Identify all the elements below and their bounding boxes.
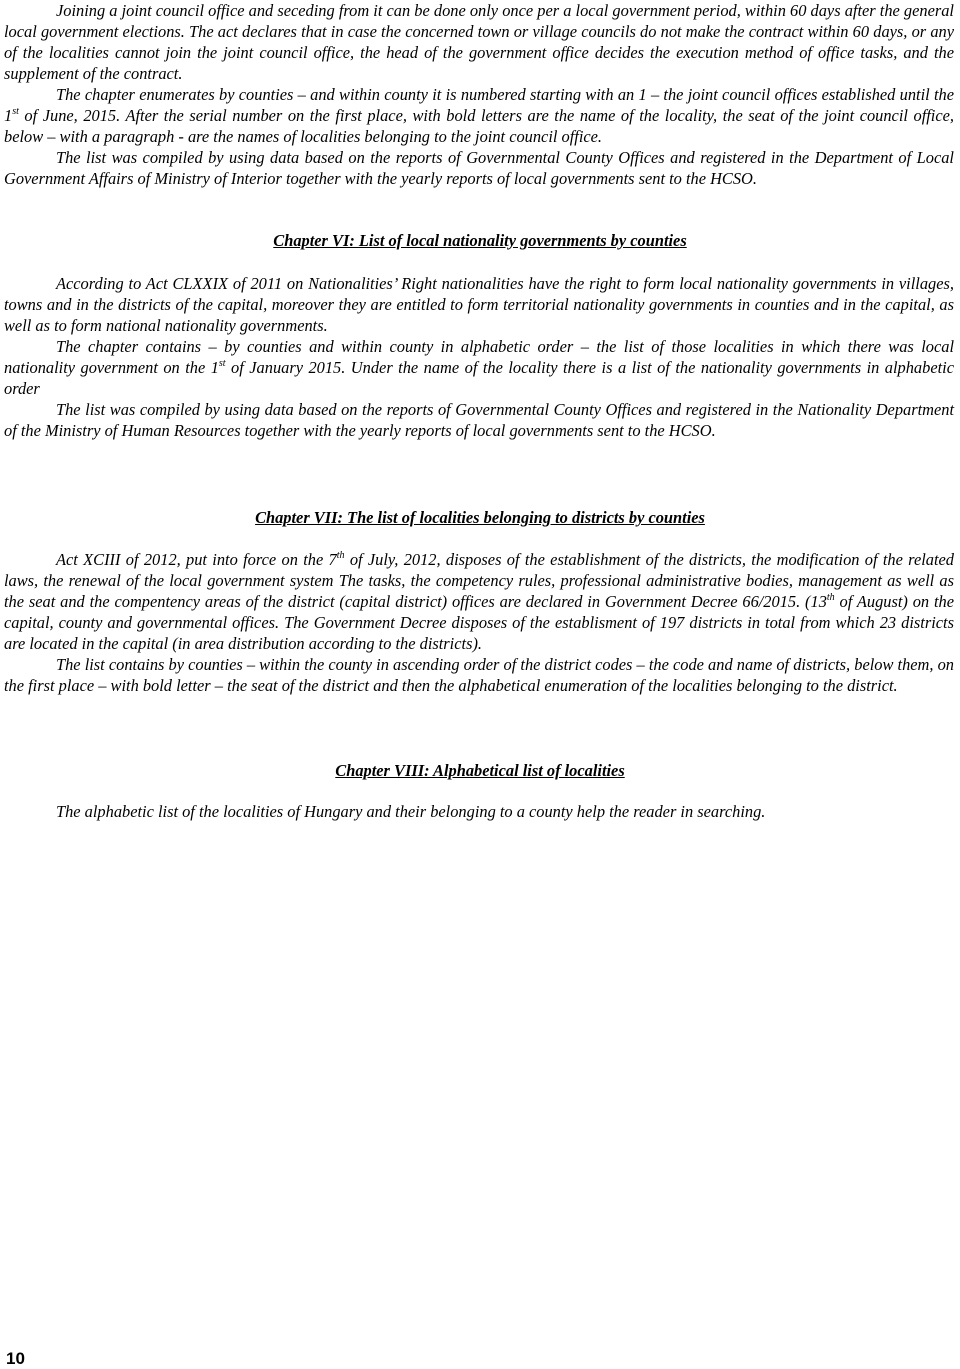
- chapter-6-paragraph-1: According to Act CLXXIX of 2011 on Nationalities’ Right nationalities have the right to form local nationality governments in villages, towns and in the districts of the capital, moreover they are entitled to form territorial nationality governments in counties and in the capital, as well as to form national nationality governments.: [4, 274, 954, 335]
- chapter-6-heading: Chapter VI: List of local nationality governments by counties: [273, 231, 687, 250]
- chapter-7-paragraph-1-text-c: of August) on the capital, county and governmental offices. The Government Decree disposes of the establisment of 197 districts in total from which 23 districts are located in the capital (in area distribution according to the districts).: [4, 592, 954, 653]
- chapter-8-section: [4, 801, 954, 822]
- intro-paragraph-2: [4, 84, 954, 147]
- chapter-8-paragraph-1: The alphabetic list of the localities of Hungary and their belonging to a county help the reader in searching.: [56, 802, 766, 821]
- chapter-7-paragraph-1-superscript-1: th: [336, 549, 345, 561]
- page-number: 10: [6, 1349, 25, 1368]
- intro-paragraph-2-text-a: The chapter enumerates by counties – and within county it is numbered starting with an 1 – the joint council offices established until the 1: [4, 85, 954, 125]
- intro-paragraph-3: The list was compiled by using data based on the reports of Governmental County Offices and registered in the Department of Local Government Affairs of Ministry of Interior together with the yearly reports of local governments sent to the HCSO.: [4, 148, 954, 188]
- chapter-7-heading: Chapter VII: The list of localities belonging to districts by counties: [255, 508, 705, 527]
- chapter-6-paragraph-2-text-b: of January 2015. Under the name of the locality there is a list of the nationality governments in alphabetic order: [4, 358, 954, 398]
- chapter-7-paragraph-1-text-a: Act XCIII of 2012, put into force on the 7: [56, 550, 337, 569]
- intro-paragraph-2-text-b: of June, 2015. After the serial number on the first place, with bold letters are the name of the locality, the seat of the joint council office, below – with a paragraph - are the names of localities belonging to the joint council office.: [4, 106, 954, 146]
- chapter-6-section: [4, 273, 954, 441]
- chapter-8-heading: Chapter VIII: Alphabetical list of localities: [335, 761, 625, 780]
- intro-paragraph-1: Joining a joint council office and seceding from it can be done only once per a local government period, within 60 days after the general local government elections. The act declares that in case the concerned town or village councils do not make the contract within 60 days, or any of the localities cannot join the joint council office, the head of the government office decides the execution method of office tasks, and the supplement of the contract.: [4, 1, 954, 83]
- chapter-6-paragraph-2: [4, 336, 954, 399]
- chapter-7-paragraph-1-superscript-2: th: [826, 591, 835, 603]
- chapter-7-paragraph-1: [4, 549, 954, 654]
- chapter-7-paragraph-2: The list contains by counties – within the county in ascending order of the district codes – the code and name of districts, below them, on the first place – with bold letter – the seat of the district and then the alphabetical enumeration of the localities belonging to the district.: [4, 655, 954, 695]
- intro-section: [4, 0, 954, 189]
- chapter-6-paragraph-2-superscript: st: [218, 357, 226, 369]
- chapter-6-paragraph-3: The list was compiled by using data based on the reports of Governmental County Offices and registered in the Nationality Department of the Ministry of Human Resources together with the yearly reports of local governments sent to the HCSO.: [4, 400, 954, 440]
- intro-paragraph-2-superscript: st: [12, 105, 19, 117]
- chapter-7-section: [4, 549, 954, 696]
- chapter-7-paragraph-1-text-b: of July, 2012, disposes of the establishment of the districts, the modification of the related laws, the renewal of the local government system The tasks, the competency rules, professional administrative bodies, management as well as the seat and the compentency areas of the district (capital district) offices are declared in Government Decree 66/2015. (13: [4, 550, 954, 611]
- chapter-6-paragraph-2-text-a: The chapter contains – by counties and within county in alphabetic order – the list of those localities in which there was local nationality government on the 1: [4, 337, 954, 377]
